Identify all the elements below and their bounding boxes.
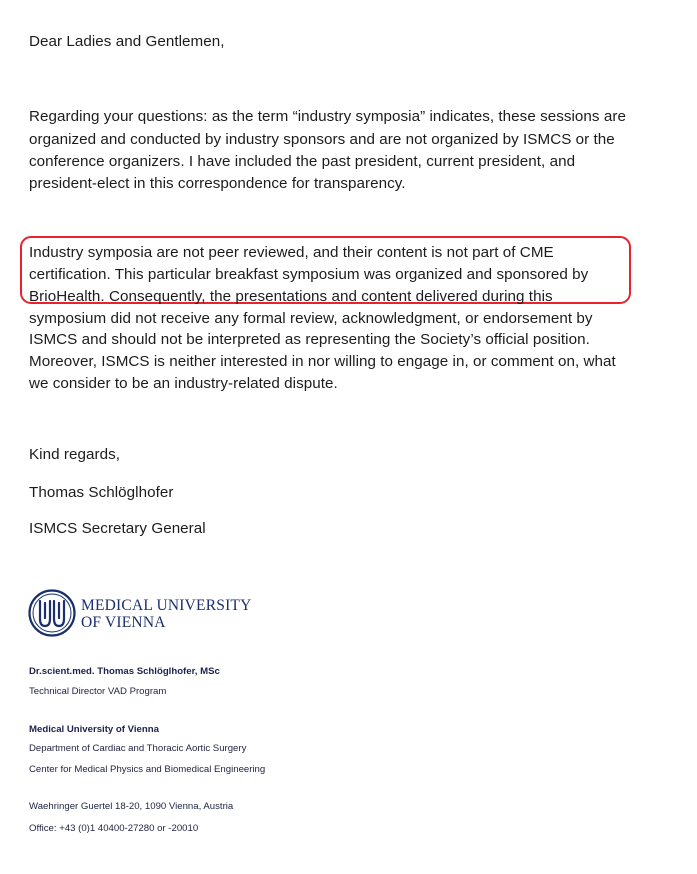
paragraph-2-line-6: Moreover, ISMCS is neither interested in nor willing to engage in, or comment on, what xyxy=(29,353,616,370)
paragraph-2-line-3: BrioHealth. Consequently, the presentations and content delivered during this xyxy=(29,288,553,305)
paragraph-1-line-3: conference organizers. I have included the past president, current president, and xyxy=(29,153,576,170)
signature-center: Center for Medical Physics and Biomedical Engineering xyxy=(29,764,266,775)
paragraph-2-line-7: we consider to be an industry-related dispute. xyxy=(29,375,338,392)
signature-role: Technical Director VAD Program xyxy=(29,686,167,697)
signature-office-phone: Office: +43 (0)1 40400-27280 or -20010 xyxy=(29,823,199,834)
signer-name: Thomas Schlöglhofer xyxy=(29,484,174,501)
paragraph-1-line-4: president-elect in this correspondence for transparency. xyxy=(29,175,406,192)
medical-university-of-vienna-logo-icon xyxy=(28,589,76,637)
greeting: Dear Ladies and Gentlemen, xyxy=(29,33,225,50)
paragraph-1-line-1: Regarding your questions: as the term “industry symposia” indicates, these sessions are xyxy=(29,108,626,125)
logo-line-2: OF VIENNA xyxy=(81,614,166,631)
closing: Kind regards, xyxy=(29,446,120,463)
paragraph-2-line-1: Industry symposia are not peer reviewed, and their content is not part of CME xyxy=(29,244,554,261)
signature-name: Dr.scient.med. Thomas Schlöglhofer, MSc xyxy=(29,666,220,677)
paragraph-2-line-2: certification. This particular breakfast symposium was organized and sponsored by xyxy=(29,266,589,283)
signature-department: Department of Cardiac and Thoracic Aortic Surgery xyxy=(29,743,247,754)
paragraph-2-line-5: ISMCS and should not be interpreted as representing the Society’s official position. xyxy=(29,331,590,348)
paragraph-2-line-4: symposium did not receive any formal review, acknowledgment, or endorsement by xyxy=(29,310,593,327)
signature-address: Waehringer Guertel 18-20, 1090 Vienna, Austria xyxy=(29,801,234,812)
paragraph-1-line-2: organized and conducted by industry sponsors and are not organized by ISMCS or the xyxy=(29,131,615,148)
signer-title: ISMCS Secretary General xyxy=(29,520,206,537)
signature-institution: Medical University of Vienna xyxy=(29,724,159,735)
logo-line-1: MEDICAL UNIVERSITY xyxy=(81,597,252,614)
